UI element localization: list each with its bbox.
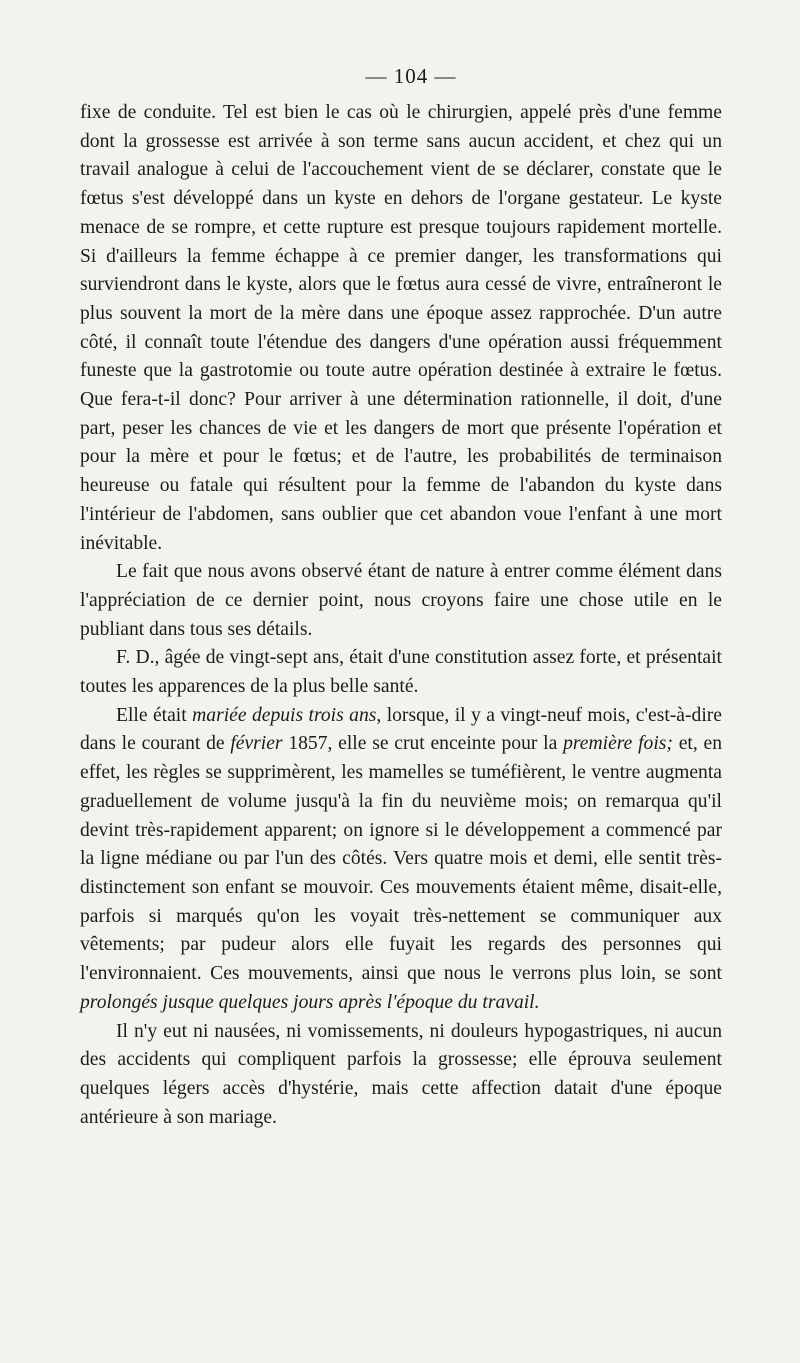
text-run: et, en effet, les règles se supprimèrent, les mamelles se tuméfièrent, le ventre augmenta graduellement de volume jusqu'à la fin du neuvième mois; on remarqua qu'il devint très-rapidement apparent; on ignore si le développement a commencé par la ligne médiane ou par l'un des côtés. Vers quatre mois et demi, elle sentit très-distinctement son enfant se mouvoir. Ces mouvements étaient même, disait-elle, parfois si marqués qu'on les voyait très-nettement se communiquer aux vêtements; par pudeur alors elle fuyait les regards des personnes qui l'environnaient. Ces mouvements, ainsi que nous le verrons plus loin, se sont xyxy=(80,733,722,985)
text-run: F. D., âgée de vingt-sept ans, était d'une constitution assez forte, et présentait toutes les apparences de la plus belle santé. xyxy=(80,647,722,698)
paragraph xyxy=(80,99,722,558)
paragraph xyxy=(80,644,722,701)
italic-text: prolongés jusque quelques jours après l'époque du travail. xyxy=(80,991,540,1013)
italic-text: première fois; xyxy=(563,733,673,755)
text-run: Elle était xyxy=(116,704,193,726)
italic-text: mariée depuis trois ans xyxy=(192,704,377,726)
body-text xyxy=(80,99,722,1132)
text-run: Il n'y eut ni nausées, ni vomissements, ni douleurs hypogastriques, ni aucun des accidents qui compliquent parfois la grossesse; elle éprouva seulement quelques légers accès d'hystérie, mais cette affection datait d'une époque antérieure à son mariage. xyxy=(80,1020,722,1128)
page-number: — 104 — xyxy=(365,64,457,88)
paragraph xyxy=(80,1018,722,1133)
italic-text: février xyxy=(230,733,283,755)
paragraph xyxy=(80,702,722,1018)
text-run: 1857, elle se crut enceinte pour la xyxy=(282,733,564,755)
paragraph xyxy=(80,558,722,644)
text-run: Le fait que nous avons observé étant de nature à entrer comme élément dans l'appréciation de ce dernier point, nous croyons faire une chose utile en le publiant dans tous ses détails. xyxy=(80,561,722,640)
text-run: fixe de conduite. Tel est bien le cas où le chirurgien, appelé près d'une femme dont la grossesse est arrivée à son terme sans aucun accident, et chez qui un travail analogue à celui de l'accouchement vient de se déclarer, constate que le fœtus s'est développé dans un kyste en dehors de l'organe gestateur. Le kyste menace de se rompre, et cette rupture est presque toujours rapidement mortelle. Si d'ailleurs la femme échappe à ce premier danger, les transformations qui surviendront dans le kyste, alors que le fœtus aura cessé de vivre, entraîneront le plus souvent la mort de la mère dans une époque assez rapprochée. D'un autre côté, il connaît toute l'étendue des dangers d'une opération aussi fréquemment funeste que la gastrotomie ou toute autre opération destinée à extraire le fœtus. Que fera-t-il donc? Pour arriver à une détermination rationnelle, il doit, d'une part, peser les chances de vie et les dangers de mort que présente l'opération et pour la mère et pour le fœtus; et de l'autre, les probabilités de terminaison heureuse ou fatale qui résultent pour la femme de l'abandon du kyste dans l'intérieur de l'abdomen, sans oublier que cet abandon voue l'enfant à une mort inévitable. xyxy=(80,102,722,554)
text-run: , lorsque, il y a vingt-neuf mois, c'est-à-dire dans le courant de xyxy=(80,704,722,755)
